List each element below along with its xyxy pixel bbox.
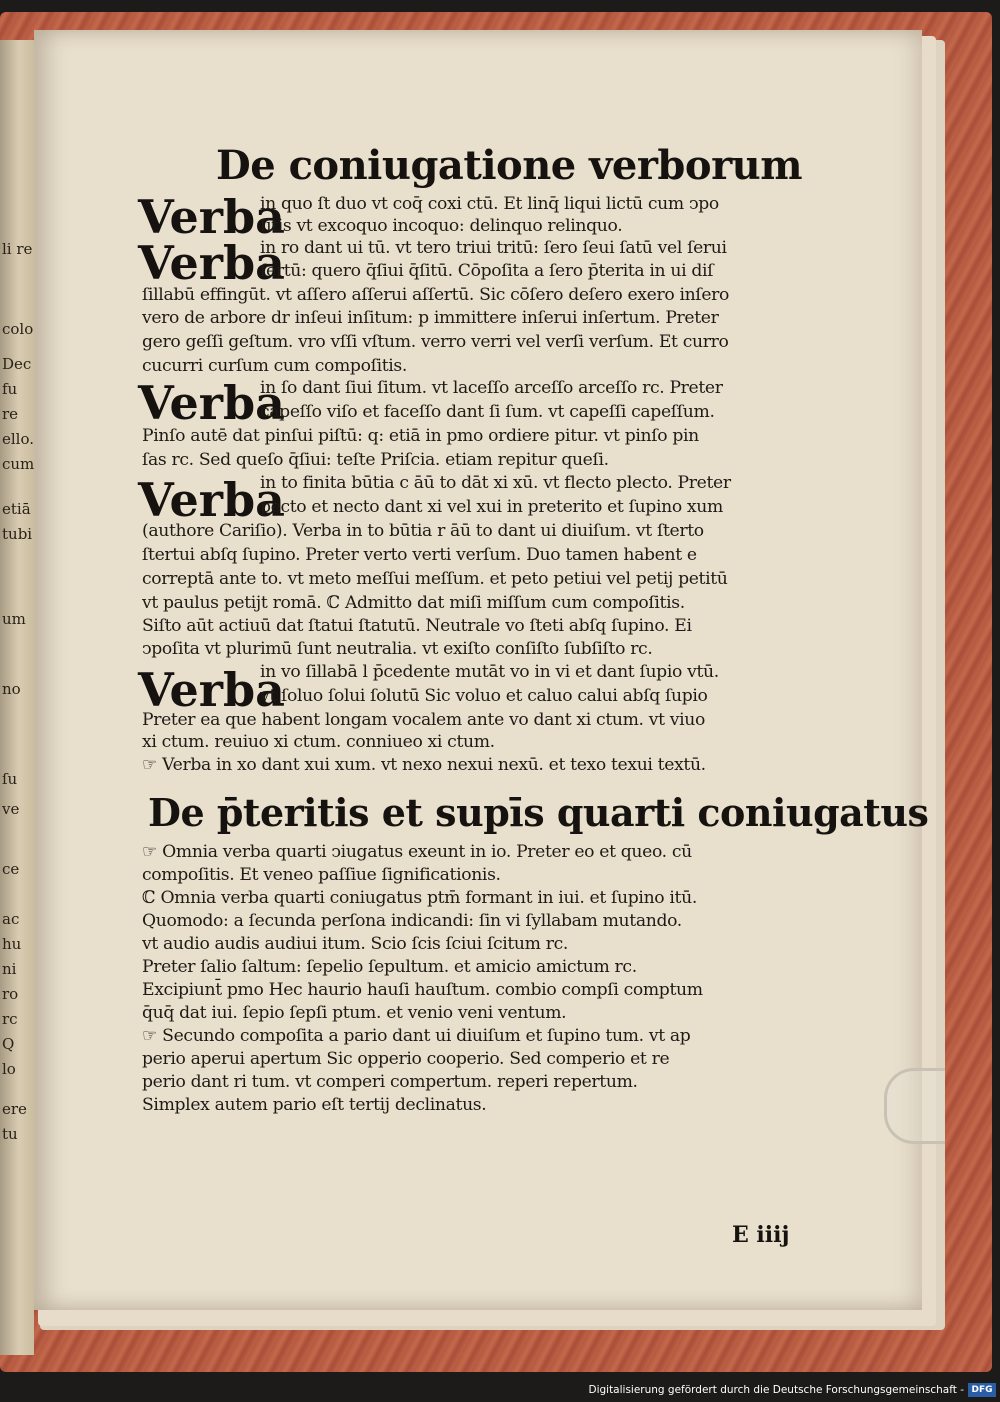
left-fragment: ere: [2, 1100, 27, 1118]
left-fragment: cum: [2, 455, 35, 473]
text-line: Simplex autem pario eſt tertij declinatus.: [142, 1095, 487, 1115]
text-line: ℂ Omnia verba quarti coniugatus ptm̄ formant in iui. et ſupino itū.: [142, 888, 697, 908]
text-line: in ſo dant ſiui ſitum. vt laceſſo arceſſo arceſſo rc. Preter: [260, 378, 723, 398]
text-line: vero de arbore dr inſeui inſitum: p immittere inſerui inſertum. Preter: [142, 308, 719, 328]
text-line: Excipiunt̄ pmo Hec haurio hauſi hauſtum. combio compſi comptum: [142, 980, 703, 1000]
text-line: compoſitis. Et veneo paſſiue ſignificationis.: [142, 865, 501, 885]
left-fragment: etiā: [2, 500, 31, 518]
text-line: Preter ſalio ſaltum: ſepelio ſepultum. et amicio amictum rc.: [142, 957, 637, 977]
left-fragment: um: [2, 610, 26, 628]
text-line: perio dant ri tum. vt comperi compertum. reperi repertum.: [142, 1072, 638, 1092]
text-line: ſas rc. Sed queſo q̄ſiui: teſte Priſcia. etiam repitur queſi.: [142, 450, 609, 470]
text-line: ſtertui abſq ſupino. Preter verto verti verſum. Duo tamen habent e: [142, 545, 697, 565]
text-line: (authore Cariſio). Verba in to būtia r āū to dant ui diuiſum. vt ſterto: [142, 521, 704, 541]
text-line: ſertū: quero q̄ſiui q̄ſitū. Cōpoſita a ſero p̄terita in ui diſ: [260, 261, 714, 281]
left-fragment: ac: [2, 910, 20, 928]
initial-word: Verba: [138, 663, 285, 717]
text-line: ſitis vt excoquo incoquo: delinquo relinquo.: [260, 216, 623, 236]
text-line: q̄uq̄ dat iui. ſepio ſepſi ptum. et venio veni ventum.: [142, 1003, 567, 1023]
left-page-edge: [0, 40, 34, 1355]
section-heading: De p̄teritis et supīs quarti coniugatus: [148, 790, 929, 835]
right-page: [34, 30, 929, 1310]
left-fragment: ce: [2, 860, 20, 878]
initial-word: Verba: [138, 376, 285, 430]
left-fragment: ſu: [2, 770, 18, 788]
text-line: ☞ Secundo compoſita a pario dant ui diuiſum et ſupino tum. vt ap: [142, 1026, 691, 1046]
text-line: capeſſo viſo et faceſſo dant ſi ſum. vt capeſſi capeſſum.: [260, 402, 715, 422]
text-line: Pinſo autē dat pinſui piſtū: q: etiā in pmo ordiere pitur. vt pinſo pin: [142, 426, 699, 446]
left-fragment: Q: [2, 1035, 15, 1053]
text-line: Siſto aūt actiuū dat ſtatui ſtatutū. Neutrale vo ſteti abſq ſupino. Ei: [142, 616, 692, 636]
text-line: ↄpoſita vt plurimū ſunt neutralia. vt exiſto conſiſto ſubſiſto rc.: [142, 639, 653, 659]
page-title: De coniugatione verborum: [216, 142, 803, 189]
text-line: gero geſſi geſtum. vro vſſi vſtum. verro verri vel verſi verſum. Et curro: [142, 332, 729, 352]
left-fragment: ve: [2, 800, 20, 818]
footer-credit: Digitalisierung gefördert durch die Deutsche Forschungsgemeinschaft -: [588, 1384, 964, 1396]
left-fragment: ello.: [2, 430, 35, 448]
signature-mark: E iiij: [732, 1222, 790, 1248]
text-line: in ro dant ui tū. vt tero triui tritū: ſero ſeui ſatū vel ſerui: [260, 238, 727, 258]
text-line: vt paulus petijt romā. ℂ Admitto dat miſi miſſum cum compoſitis.: [142, 593, 685, 613]
left-fragment: no: [2, 680, 21, 698]
left-fragment: lo: [2, 1060, 16, 1078]
initial-word: Verba: [138, 190, 285, 244]
text-line: pecto et necto dant xi vel xui in preterito et ſupino xum: [260, 497, 723, 517]
text-line: in to finita būtia c āū to dāt xi xū. vt flecto plecto. Preter: [260, 473, 731, 493]
text-line: vt ſoluo ſolui ſolutū Sic voluo et caluo calui abſq ſupio: [260, 686, 708, 706]
initial-word: Verba: [138, 473, 285, 527]
text-line: vt audio audis audiui itum. Scio ſcis ſciui ſcitum rc.: [142, 934, 568, 954]
text-line: xi ctum. reuiuo xi ctum. conniueo xi ctum.: [142, 732, 495, 752]
left-fragment: rc: [2, 1010, 18, 1028]
initial-word: Verba: [138, 236, 285, 290]
left-fragment: li re: [2, 240, 33, 258]
text-line: cucurri curſum cum compoſitis.: [142, 356, 408, 376]
dfg-logo: DFG: [968, 1383, 996, 1397]
text-line: Quomodo: a ſecunda perſona indicandi: ſin vi ſyllabam mutando.: [142, 911, 682, 931]
text-line: in vo ſillabā l p̄cedente mutāt vo in vi et dant ſupio vtū.: [260, 662, 719, 682]
left-fragment: tu: [2, 1125, 18, 1143]
text-line: ☞ Omnia verba quarti ↄiugatus exeunt in io. Preter eo et queo. cū: [142, 842, 692, 862]
text-line: ſillabū effingūt. vt aſſero aſſerui aſſertū. Sic cōſero deſero exero inſero: [142, 285, 730, 305]
left-fragment: re: [2, 405, 19, 423]
left-fragment: hu: [2, 935, 22, 953]
text-line: Preter ea que habent longam vocalem ante vo dant xi ctum. vt viuo: [142, 710, 706, 730]
left-fragment: fu: [2, 380, 18, 398]
text-line: ☞ Verba in xo dant xui xum. vt nexo nexui nexū. et texo texui textū.: [142, 755, 706, 775]
page-clip: [884, 1068, 945, 1144]
left-fragment: colo: [2, 320, 34, 338]
text-line: in quo ſt duo vt coq̄ coxi ctū. Et linq̄ liqui lictū cum ↄpo: [260, 194, 719, 214]
text-line: perio aperui apertum Sic opperio cooperio. Sed comperio et re: [142, 1049, 670, 1069]
left-fragment: ro: [2, 985, 19, 1003]
left-fragment: tubi: [2, 525, 33, 543]
left-fragment: Dec: [2, 355, 32, 373]
text-line: correptā ante to. vt meto meſſui meſſum. et peto petiui vel petij petitū: [142, 569, 728, 589]
left-fragment: ni: [2, 960, 17, 978]
